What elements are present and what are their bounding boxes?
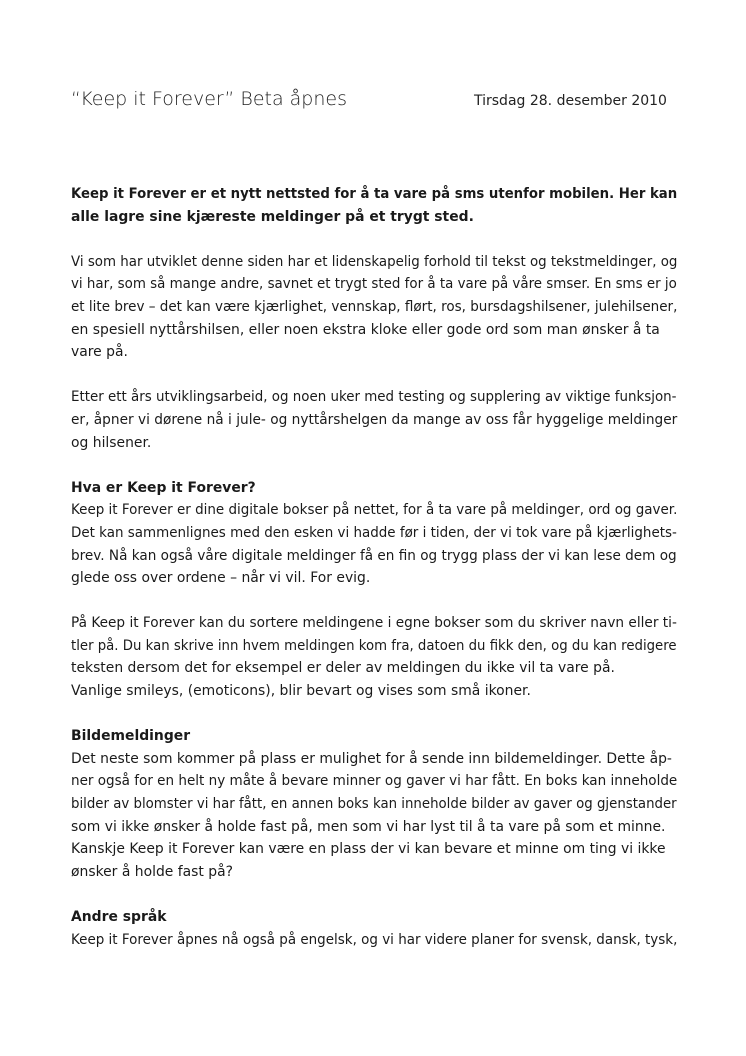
section-picture-messages (71, 725, 681, 883)
text-line: er, åpner vi dørene nå i jule- og nyttårshelgen da mange av oss får hyggelige meldinger (71, 411, 678, 428)
text-line: tler på. Du kan skrive inn hvem meldingen kom fra, datoen du fikk den, og du kan redigere (71, 637, 677, 654)
section-other-languages (71, 906, 681, 951)
paragraph-1 (71, 251, 681, 364)
text-line: som vi ikke ønsker å holde fast på, men som vi har lyst til å ta vare på som et minne. (71, 818, 666, 835)
text-line: et lite brev – det kan være kjærlighet, vennskap, flørt, ros, bursdagshilsener, julehilsener, (71, 298, 678, 315)
text-line: Keep it Forever er dine digitale bokser på nettet, for å ta vare på meldinger, ord og gaver. (71, 502, 678, 519)
text-line: en spesiell nyttårshilsen, eller noen ekstra kloke eller gode ord som man ønsker å ta (71, 321, 660, 338)
text-line: og hilsener. (71, 434, 152, 451)
text-line: Vanlige smileys, (emoticons), blir bevart og vises som små ikoner. (71, 683, 531, 700)
text-line: Kanskje Keep it Forever kan være en plass der vi kan bevare et minne om ting vi ikke (71, 841, 666, 858)
paragraph-2 (71, 386, 681, 454)
document-title: “Keep it Forever” Beta åpnes (71, 88, 348, 110)
text-line: På Keep it Forever kan du sortere meldingene i egne bokser som du skriver navn eller ti- (71, 615, 677, 632)
text-line: Det kan sammenlignes med den esken vi hadde før i tiden, der vi tok vare på kjærlighets- (71, 524, 677, 541)
section-what-is (71, 477, 681, 590)
text-line: ner også for en helt ny måte å bevare minner og gaver vi har fått. En boks kan inneholde (71, 773, 678, 790)
text-line: Keep it Forever er et nytt nettsted for å ta vare på sms utenfor mobilen. Her kan (71, 186, 678, 202)
section-heading: Bildemeldinger (71, 728, 191, 745)
text-line: teksten dersom det for eksempel er deler av meldingen du ikke vil ta vare på. (71, 660, 615, 677)
section-heading: Hva er Keep it Forever? (71, 479, 256, 496)
text-line: bilder av blomster vi har fått, en annen boks kan inneholde bilder av gaver og gjenstander (71, 796, 677, 813)
document-date: Tirsdag 28. desember 2010 (474, 93, 667, 109)
section-heading: Andre språk (71, 909, 167, 925)
text-line: glede oss over ordene – når vi vil. For evig. (71, 570, 371, 587)
lead-paragraph (71, 183, 681, 228)
paragraph-3 (71, 612, 681, 702)
text-line: brev. Nå kan også våre digitale meldinger få en fin og trygg plass der vi kan lese dem og (71, 547, 677, 564)
text-line: alle lagre sine kjæreste meldinger på et trygt sted. (71, 208, 474, 225)
text-line: ønsker å holde fast på? (71, 863, 234, 880)
document-body (71, 183, 681, 974)
text-line: vi har, som så mange andre, savnet et trygt sted for å ta vare på våre smser. En sms er jo (71, 276, 677, 293)
text-line: Vi som har utviklet denne siden har et lidenskapelig forhold til tekst og tekstmeldinger, og (71, 253, 678, 270)
text-line: Det neste som kommer på plass er mulighet for å sende inn bildemeldinger. Dette åp- (71, 750, 672, 767)
text-line: vare på. (71, 344, 128, 361)
text-line: Etter ett års utviklingsarbeid, og noen uker med testing og supplering av viktige funksjon- (71, 389, 677, 406)
document-header (71, 88, 681, 118)
text-line: Keep it Forever åpnes nå også på engelsk, og vi har videre planer for svensk, dansk, tysk, (71, 931, 678, 948)
